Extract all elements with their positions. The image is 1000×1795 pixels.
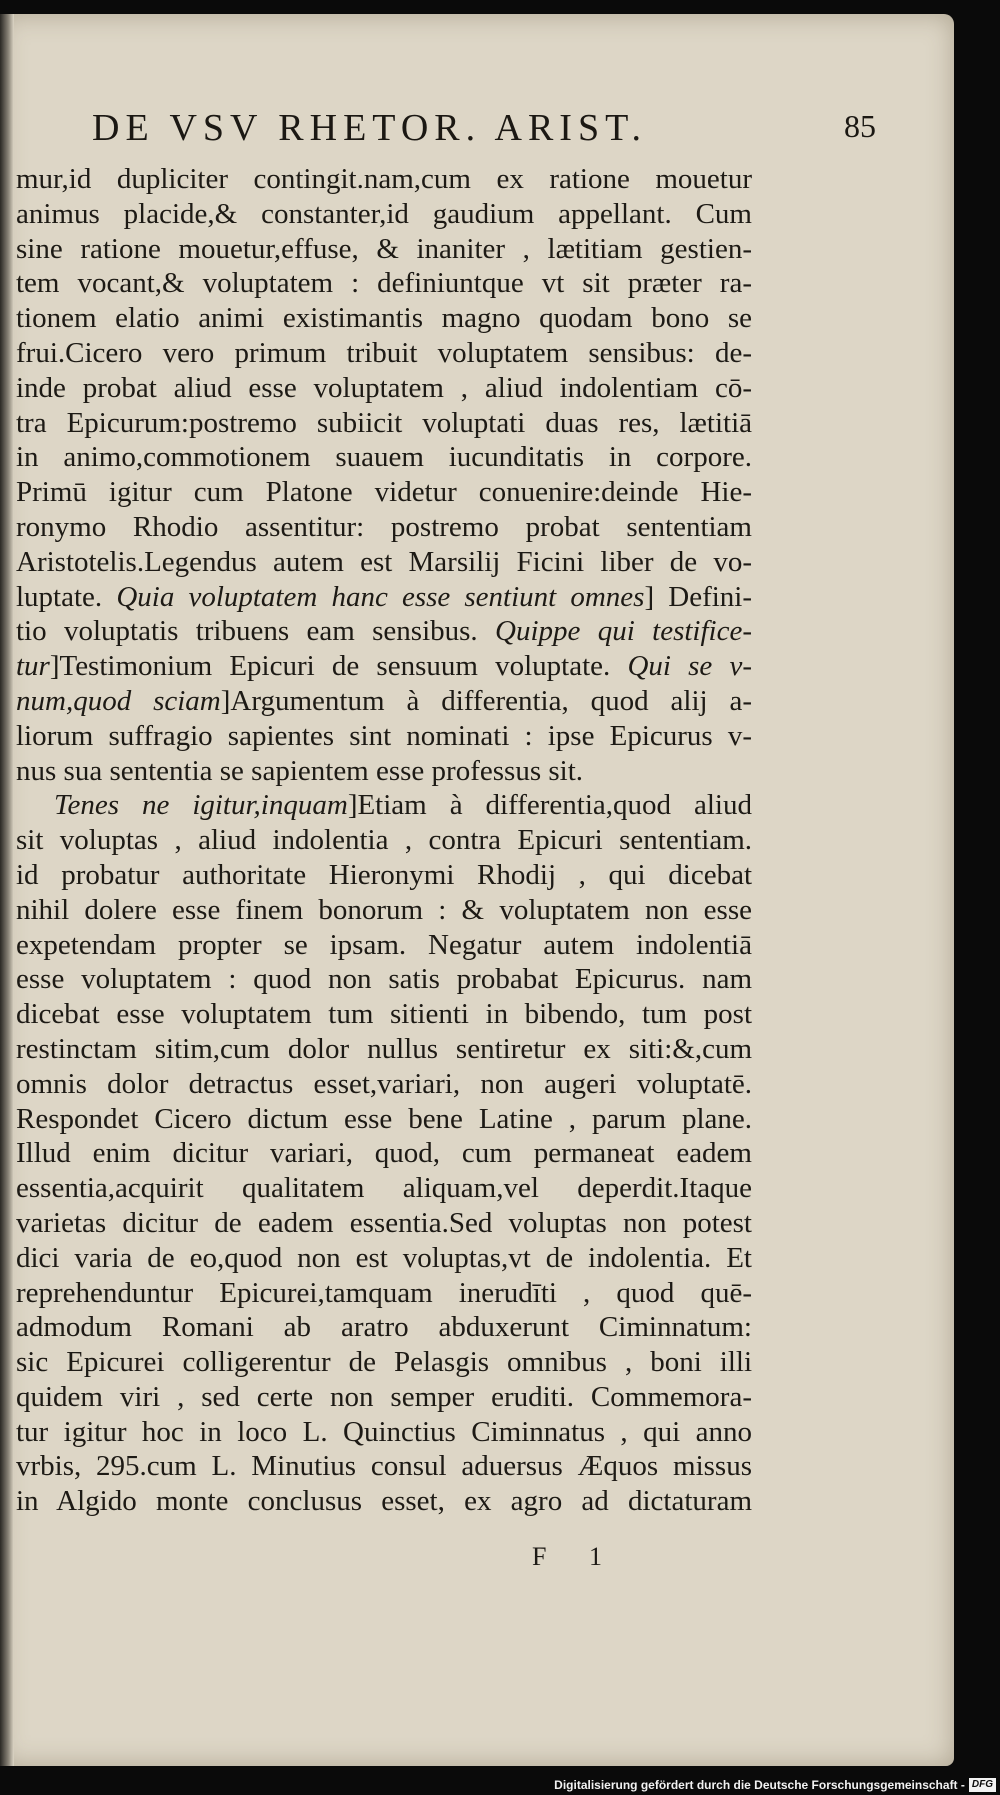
- text-run: tio voluptatis tribuens eam sensibus.: [16, 615, 496, 648]
- text-line: Respondet Cicero dictum esse bene Latine , parum plane.: [16, 1102, 752, 1135]
- text-line: admodum Romani ab aratro abduxerunt Ciminnatum:: [16, 1311, 752, 1344]
- text-line: inde probat aliud esse voluptatem , aliud indolentiam cō-: [16, 371, 752, 404]
- dfg-logo: DFG: [969, 1778, 996, 1792]
- text-line: [16, 614, 752, 649]
- text-run: ]Etiam à differentia,quod aliud: [347, 789, 752, 822]
- text-run: ]Testimonium Epicuri de sensuum voluptate.: [49, 650, 628, 683]
- lemma-italic: Tenes ne igitur,inquam: [54, 789, 348, 822]
- text-line: tionem elatio animi existimantis magno quodam bono se: [16, 302, 752, 335]
- text-line: sit voluptas , aliud indolentia , contra Epicuri sententiam.: [16, 824, 752, 857]
- page-gutter-edge: [0, 14, 14, 1766]
- text-line: dici varia de eo,quod non est voluptas,vt de indolentia. Et: [16, 1241, 752, 1274]
- lemma-italic: num,quod sciam: [16, 684, 221, 717]
- text-line: vrbis, 295.cum L. Minutius consul aduersus Æquos missus: [16, 1450, 752, 1483]
- text-line: id probatur authoritate Hieronymi Rhodij , qui dicebat: [16, 858, 752, 891]
- text-line: restinctam sitim,cum dolor nullus sentiretur ex siti:&,cum: [16, 1032, 752, 1065]
- text-line: nus sua sententia se sapientem esse professus sit.: [16, 754, 584, 787]
- lemma-italic: tur: [16, 650, 50, 683]
- text-line: in animo,commotionem suauem iucunditatis in corpore.: [16, 441, 752, 474]
- lemma-italic: Qui se v-: [627, 650, 753, 683]
- text-line: esse voluptatem : quod non satis probabat Epicurus. nam: [16, 963, 752, 996]
- text-line: liorum suffragio sapientes sint nominati : ipse Epicurus v-: [16, 719, 752, 752]
- text-line: nihil dolere esse finem bonorum : & voluptatem non esse: [16, 893, 752, 926]
- page-number: 85: [844, 108, 876, 144]
- text-line: [16, 649, 752, 684]
- text-line: varietas dicitur de eadem essentia.Sed voluptas non potest: [16, 1206, 752, 1239]
- body-text: [16, 162, 752, 1519]
- text-line: frui.Cicero vero primum tribuit voluptatem sensibus: de-: [16, 336, 752, 369]
- text-line: omnis dolor detractus esset,variari, non augeri voluptatē.: [16, 1067, 752, 1100]
- text-line: Primū igitur cum Platone videtur conuenire:deinde Hie-: [16, 476, 752, 509]
- text-run: ]Argumentum à differentia, quod alij a-: [220, 684, 752, 717]
- text-line: [16, 684, 752, 719]
- text-line: mur,id dupliciter contingit.nam,cum ex ratione mouetur: [16, 163, 752, 195]
- digitization-credit: [554, 1776, 996, 1794]
- signature-mark: F 1: [532, 1542, 620, 1571]
- running-title: DE VSV RHETOR. ARIST.: [92, 107, 647, 149]
- text-line: ronymo Rhodio assentitur: postremo probat sententiam: [16, 510, 752, 543]
- text-line: animus placide,& constanter,id gaudium appellant. Cum: [16, 197, 752, 230]
- text-line: quidem viri , sed certe non semper eruditi. Commemora-: [16, 1380, 752, 1413]
- text-line: reprehenduntur Epicurei,tamquam inerudīti , quod quē-: [16, 1276, 752, 1309]
- credit-text: Digitalisierung gefördert durch die Deutsche Forschungsgemeinschaft -: [554, 1778, 965, 1792]
- text-line: tur igitur hoc in loco L. Quinctius Ciminnatus , qui anno: [16, 1415, 752, 1448]
- text-line: essentia,acquirit qualitatem aliquam,vel deperdit.Itaque: [16, 1172, 752, 1205]
- text-line: [16, 580, 752, 615]
- text-run: luptate.: [16, 580, 117, 613]
- text-line: sine ratione mouetur,effuse, & inaniter , lætitiam gestien-: [16, 232, 752, 265]
- text-line: in Algido monte conclusus esset, ex agro ad dictaturam: [16, 1485, 752, 1518]
- text-run: ] Defini-: [644, 580, 753, 613]
- text-line: sic Epicurei colligerentur de Pelasgis omnibus , boni illi: [16, 1346, 752, 1379]
- running-head: [60, 106, 894, 156]
- lemma-italic: Quippe qui testifice-: [495, 615, 753, 648]
- book-page: [0, 14, 954, 1766]
- text-line: Aristotelis.Legendus autem est Marsilij Ficini liber de vo-: [16, 545, 752, 578]
- text-line: tra Epicurum:postremo subiicit voluptati duas res, lætitiā: [16, 406, 752, 439]
- text-line: expetendam propter se ipsam. Negatur autem indolentiā: [16, 928, 752, 961]
- text-line: dicebat esse voluptatem tum sitienti in bibendo, tum post: [16, 998, 752, 1031]
- text-line: tem vocant,& voluptatem : definiuntque vt sit præter ra-: [16, 267, 752, 300]
- text-line: [16, 788, 752, 823]
- lemma-italic: Quia voluptatem hanc esse sentiunt omnes: [116, 580, 645, 613]
- text-line: Illud enim dicitur variari, quod, cum permaneat eadem: [16, 1137, 752, 1170]
